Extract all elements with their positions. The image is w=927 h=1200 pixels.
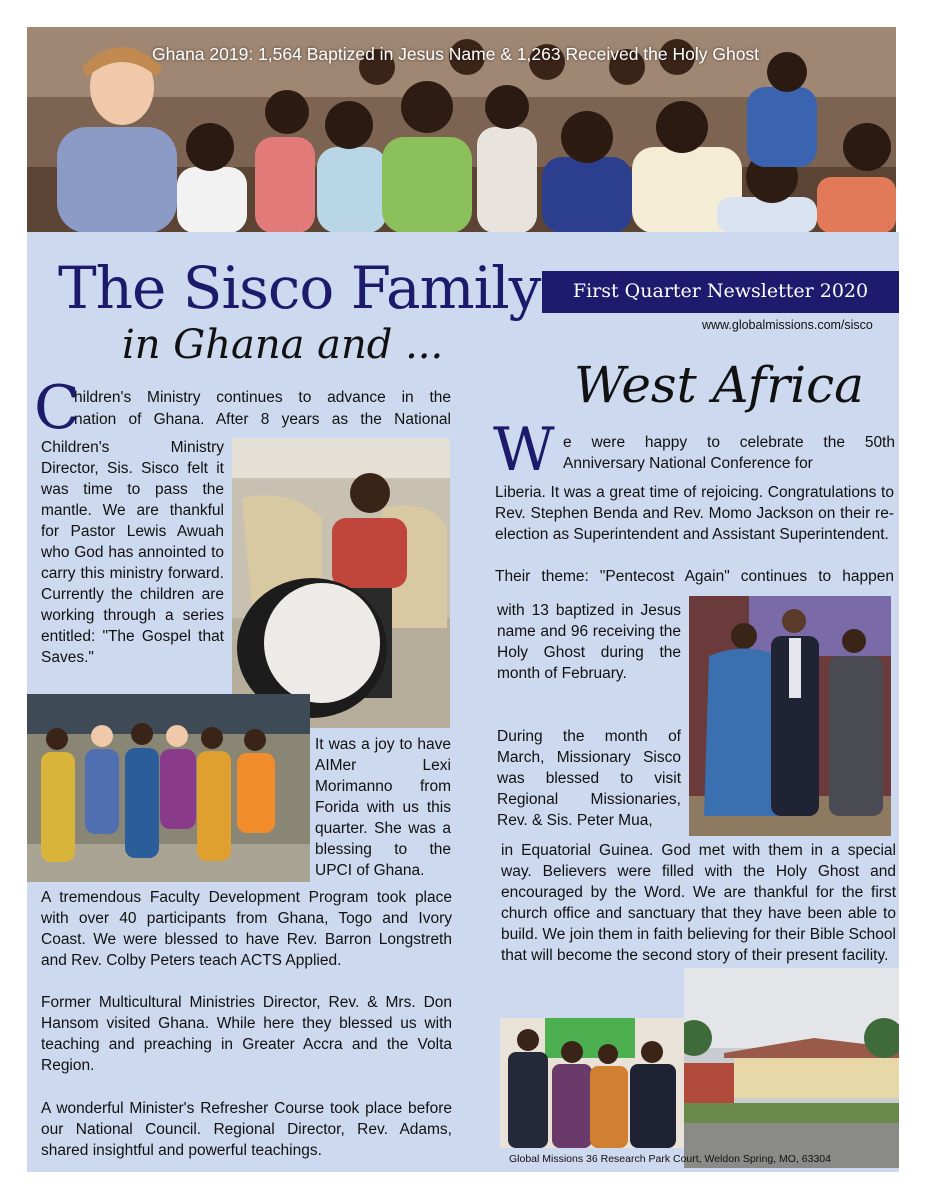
hansom-paragraph: Former Multicultural Ministries Director, Rev. & Mrs. Don Hansom visited Ghana. While here they blessed us with teaching and preaching in Greater Accra and the Volta Region. bbox=[41, 994, 452, 1074]
ghana-dropcap: C bbox=[34, 373, 80, 443]
mua-family-photo bbox=[500, 1018, 685, 1148]
church-building-photo bbox=[684, 968, 899, 1168]
quarter-banner: First Quarter Newsletter 2020 bbox=[542, 271, 899, 313]
aimer-paragraph: It was a joy to have AIMer Lexi Morimanno from Forida with us this quarter. She was a blessing to the UPCI of Ghana. bbox=[315, 736, 451, 879]
refresher-paragraph: A wonderful Minister's Refresher Course took place before our National Council. Regional Director, Rev. Adams, shared insightful and powerful teachings. bbox=[41, 1100, 452, 1159]
subtitle-script: in Ghana and ... bbox=[122, 322, 444, 368]
equatorial-guinea-paragraph: in Equatorial Guinea. God met with them in a special way. Believers were filled with the Holy Ghost and encouraged by the Word. We are thankful for the first church office and sanctuary that they have been able to build. We join them in faith believing for their Bible School that will become the second story of their present facility. bbox=[501, 842, 896, 964]
liberia-intro-line1: e were happy to celebrate the 50th bbox=[563, 434, 895, 451]
website-link[interactable]: www.globalmissions.com/sisco bbox=[702, 318, 873, 332]
conference-photo bbox=[689, 596, 891, 836]
ghana-intro-line1: hildren's Ministry continues to advance in the bbox=[74, 389, 451, 406]
march-paragraph: During the month of March, Missionary Sisco was blessed to visit Regional Missionaries, Rev. & Sis. Peter Mua, bbox=[497, 728, 681, 829]
liberia-intro-line2: Anniversary National Conference for bbox=[563, 455, 813, 472]
faculty-paragraph: A tremendous Faculty Development Program took place with over 40 participants from Ghana, Togo and Ivory Coast. We were blessed to have Rev. Barron Longstreth and Rev. Colby Peters teach ACTS Applied. bbox=[41, 889, 452, 969]
west-africa-dropcap: W bbox=[493, 415, 555, 485]
header-caption: Ghana 2019: 1,564 Baptized in Jesus Name & 1,263 Received the Holy Ghost bbox=[152, 44, 760, 64]
west-africa-heading: West Africa bbox=[574, 356, 864, 414]
ghana-intro-line2: nation of Ghana. After 8 years as the National bbox=[74, 411, 451, 428]
childrens-ministry-paragraph: Children's Ministry Director, Sis. Sisco felt it was time to pass the mantle. We are thankful for Pastor Lewis Awuah who God has annointed to carry this ministry forward. Currently the children are working through a series entitled: "The Gospel that Saves." bbox=[41, 439, 224, 666]
newsletter-title: The Sisco Family bbox=[58, 254, 541, 322]
theme-line: Their theme: "Pentecost Again" continues to happen bbox=[495, 568, 894, 585]
liberia-paragraph: Liberia. It was a great time of rejoicing. Congratulations to Rev. Stephen Benda and Rev. Momo Jackson on their re-election as Superintendent and Assistant Superintendent. bbox=[495, 484, 894, 543]
group-photo-ghana bbox=[27, 694, 310, 882]
boy-drum-photo bbox=[232, 438, 450, 728]
baptized-paragraph: with 13 baptized in Jesus name and 96 receiving the Holy Ghost during the month of February. bbox=[497, 602, 681, 682]
footer-address: Global Missions 36 Research Park Court, Weldon Spring, MO, 63304 bbox=[509, 1153, 831, 1165]
